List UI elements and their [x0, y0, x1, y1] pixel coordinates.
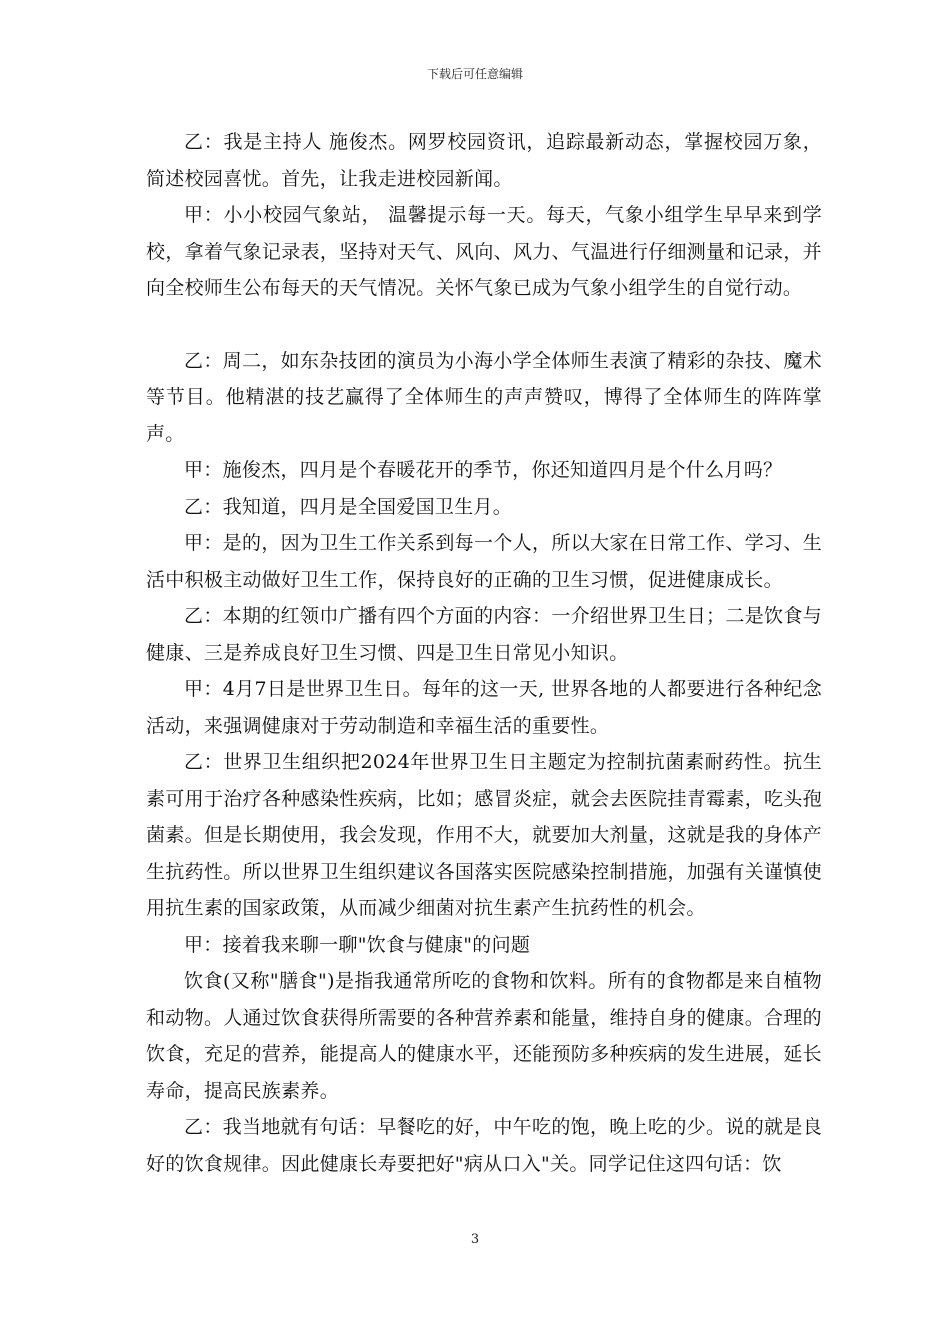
paragraph-hygiene-work: 甲：是的，因为卫生工作关系到每一个人，所以大家在日常工作、学习、生活中积极主动做好卫生工作，保持良好的正确的卫生习惯，促进健康成长。	[146, 532, 822, 591]
document-body	[146, 124, 822, 1182]
paragraph-diet-topic: 甲：接着我来聊一聊"饮食与健康"的问题	[184, 933, 531, 956]
paragraph-broadcast-contents: 乙：本期的红领巾广播有四个方面的内容：一介绍世界卫生日；二是饮食与健康、三是养成良好卫生习惯、四是卫生日常见小知识。	[146, 605, 822, 664]
paragraph-host-intro: 乙：我是主持人 施俊杰。网罗校园资讯，追踪最新动态，掌握校园万象，简述校园喜忧。首先，让我走进校园新闻。	[146, 131, 822, 190]
paragraph-diet-definition: 饮食(又称"膳食")是指我通常所吃的食物和饮料。所有的食物都是来自植物和动物。人通过饮食获得所需要的各种营养素和能量，维持自身的健康。合理的饮食，充足的营养，能提高人的健康水平，还能预防多种疾病的发生进展，延长寿命，提高民族素养。	[146, 970, 822, 1102]
paragraph-diet-saying: 乙：我当地就有句话：早餐吃的好，中午吃的饱，晚上吃的少。说的就是良好的饮食规律。因此健康长寿要把好"病从口入"关。同学记住这四句话：饮	[146, 1116, 822, 1175]
paragraph-antibiotics: 乙：世界卫生组织把2024年世界卫生日主题定为控制抗菌素耐药性。抗生素可用于治疗各种感染性疾病，比如；感冒炎症，就会去医院挂青霉素，吃头孢菌素。但是长期使用，我会发现，作用不大，就要加大剂量，这就是我的身体产生抗药性。所以世界卫生组织建议各国落实医院感染控制措施，加强有关谨慎使用抗生素的国家政策，从而减少细菌对抗生素产生抗药性的机会。	[146, 751, 822, 919]
paragraph-world-health-day: 甲：4月7日是世界卫生日。每年的这一天, 世界各地的人都要进行各种纪念活动，来强调健康对于劳动制造和幸福生活的重要性。	[146, 678, 822, 737]
paragraph-april-question: 甲：施俊杰，四月是个春暖花开的季节，你还知道四月是个什么月吗？	[184, 459, 783, 481]
page-number: 3	[470, 1232, 480, 1247]
page-header: 下载后可任意编辑	[426, 67, 523, 81]
paragraph-acrobatics: 乙：周二，如东杂技团的演员为小海小学全体师生表演了精彩的杂技、魔术等节目。他精湛的技艺赢得了全体师生的声声赞叹，博得了全体师生的阵阵掌声。	[146, 349, 822, 445]
paragraph-hygiene-month: 乙：我知道，四月是全国爱国卫生月。	[184, 495, 513, 518]
paragraph-gap	[146, 307, 822, 343]
paragraph-weather-station: 甲：小小校园气象站， 温馨提示每一天。每天，气象小组学生早早来到学校，拿着气象记录表，坚持对天气、风向、风力、气温进行仔细测量和记录，并向全校师生公布每天的天气情况。关怀气象已成为气象小组学生的自觉行动。	[146, 204, 822, 299]
